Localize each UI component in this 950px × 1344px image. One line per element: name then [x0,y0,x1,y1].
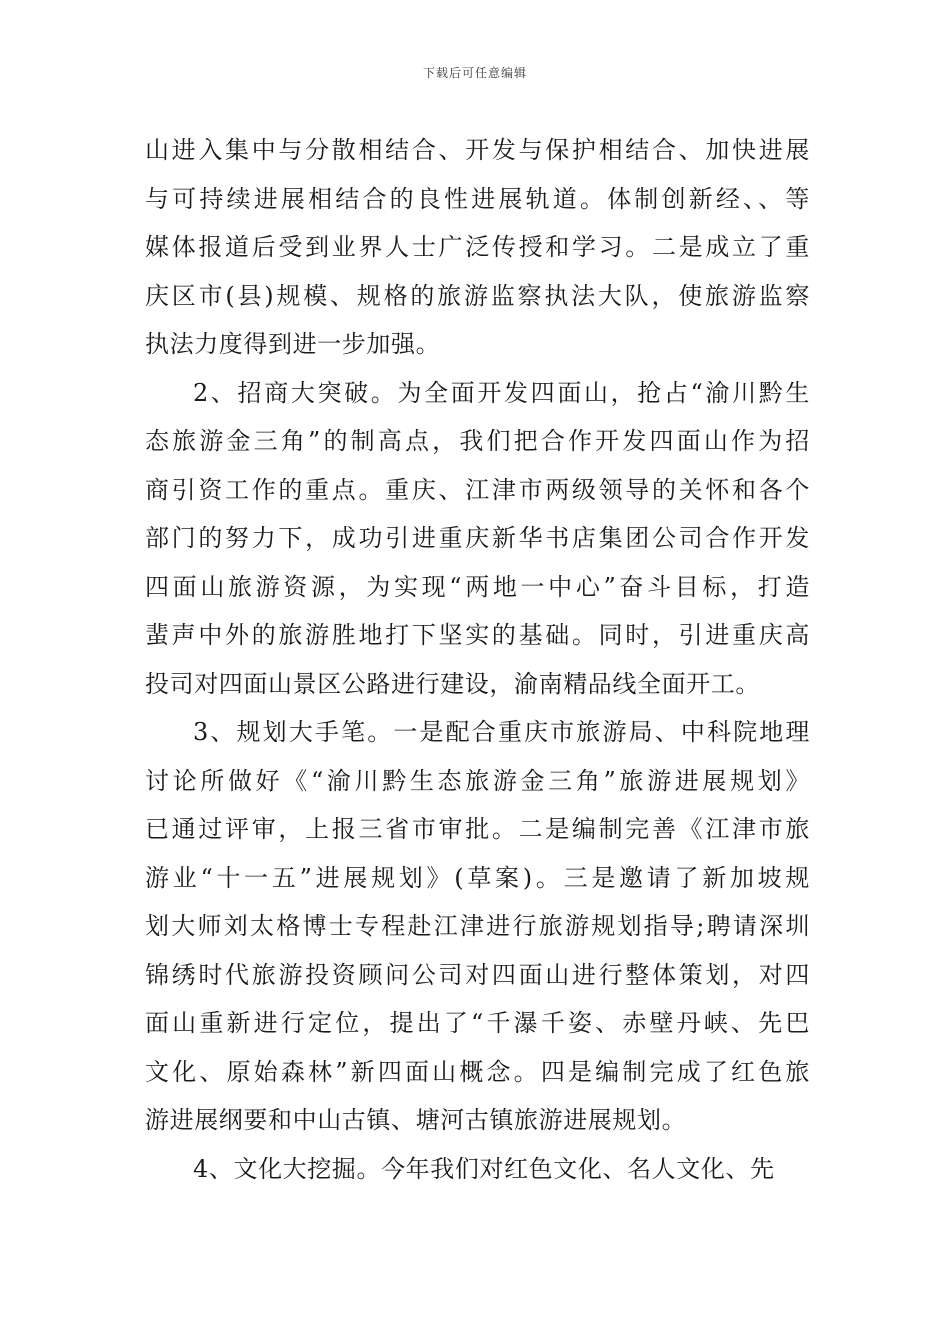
body-text [145,126,810,1193]
text-line: 游进展纲要和中山古镇、塘河古镇旅游进展规划。 [145,1106,687,1134]
text-line: 已通过评审，上报三省市审批。二是编制完善《江津市旅 [145,815,810,843]
text-line: 部门的努力下，成功引进重庆新华书店集团公司合作开发 [145,524,810,552]
text-line: 与可持续进展相结合的良性进展轨道。体制创新经、、等 [145,184,810,213]
text-line: 庆区市(县)规模、规格的旅游监察执法大队，使旅游监察 [145,281,810,310]
paragraph-start-line: 3、规划大手笔。一是配合重庆市旅游局、中科院地理 [193,718,810,746]
paragraph-start-line: 4、文化大挖掘。今年我们对红色文化、名人文化、先 [193,1154,775,1183]
text-line: 执法力度得到进一步加强。 [145,330,441,358]
paragraph-start-line: 2、招商大突破。为全面开发四面山，抢占“渝川黔生 [193,378,810,407]
text-line: 划大师刘太格博士专程赴江津进行旅游规划指导;聘请深圳 [145,912,810,940]
text-line: 游业“十一五”进展规划》(草案)。三是邀请了新加坡规 [145,863,810,892]
text-line: 四面山旅游资源，为实现“两地一中心”奋斗目标，打造 [145,572,810,601]
text-line: 讨论所做好《“渝川黔生态旅游金三角”旅游进展规划》 [145,766,810,795]
text-line: 蜚声中外的旅游胜地打下坚实的基础。同时，引进重庆高 [145,621,810,649]
text-line: 文化、原始森林”新四面山概念。四是编制完成了红色旅 [145,1057,810,1086]
text-line: 锦绣时代旅游投资顾问公司对四面山进行整体策划，对四 [145,960,810,989]
text-line: 山进入集中与分散相结合、开发与保护相结合、加快进展 [145,136,810,164]
text-line: 投司对四面山景区公路进行建设，渝南精品线全面开工。 [145,669,760,698]
text-line: 态旅游金三角”的制高点，我们把合作开发四面山作为招 [145,427,810,455]
text-line: 媒体报道后受到业界人士广泛传授和学习。二是成立了重 [145,233,810,261]
text-line: 面山重新进行定位，提出了“千瀑千姿、赤壁丹峡、先巴 [145,1009,810,1037]
text-line: 商引资工作的重点。重庆、江津市两级领导的关怀和各个 [145,475,810,504]
header-note: 下载后可任意编辑 [422,66,527,80]
